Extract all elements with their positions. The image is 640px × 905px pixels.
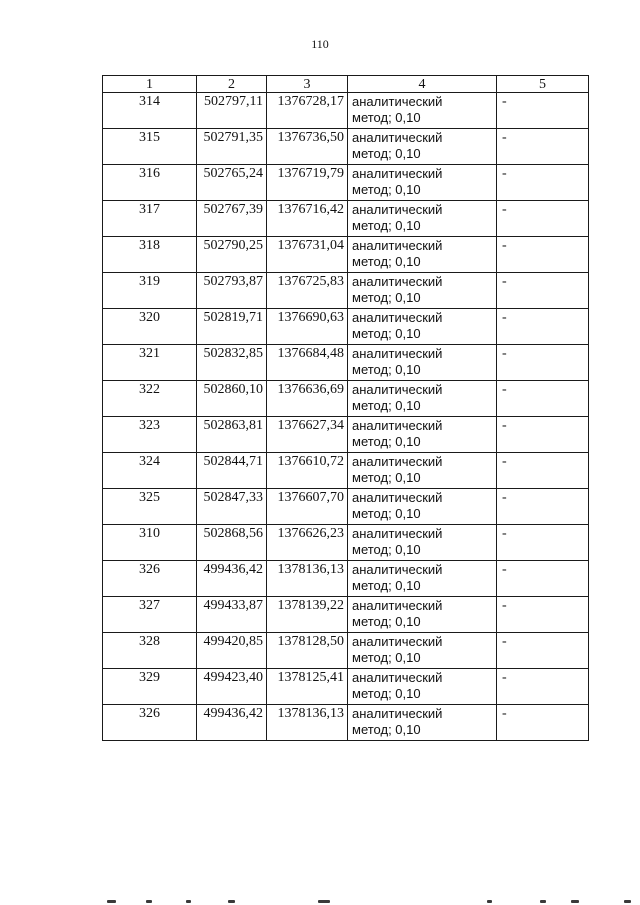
y-coordinate-cell: 1378139,22 [267,597,348,633]
method-text-line-1: аналитический [352,490,443,505]
point-number-cell: 328 [103,633,197,669]
y-coordinate-cell: 1376684,48 [267,345,348,381]
method-cell [348,129,497,165]
method-text-line-2: метод; 0,10 [352,218,421,233]
table-row [103,633,589,669]
method-text-line-1: аналитический [352,202,443,217]
x-coordinate-cell: 499436,42 [197,705,267,741]
column-header-4: 4 [348,76,497,93]
note-cell: - [497,93,589,129]
method-text-line-1: аналитический [352,130,443,145]
method-cell [348,93,497,129]
x-coordinate-cell: 502790,25 [197,237,267,273]
x-coordinate-cell: 502868,56 [197,525,267,561]
x-coordinate-cell: 502860,10 [197,381,267,417]
point-number-cell: 315 [103,129,197,165]
table-row [103,237,589,273]
note-cell: - [497,597,589,633]
method-text-line-2: метод; 0,10 [352,650,421,665]
point-number-cell: 310 [103,525,197,561]
point-number-cell: 317 [103,201,197,237]
note-cell: - [497,165,589,201]
y-coordinate-cell: 1378128,50 [267,633,348,669]
scan-mark [186,900,191,903]
method-text-line-2: метод; 0,10 [352,542,421,557]
table-row [103,201,589,237]
method-text-line-2: метод; 0,10 [352,290,421,305]
y-coordinate-cell: 1376610,72 [267,453,348,489]
table-row [103,93,589,129]
method-cell [348,633,497,669]
note-cell: - [497,489,589,525]
method-text-line-2: метод; 0,10 [352,398,421,413]
y-coordinate-cell: 1376725,83 [267,273,348,309]
x-coordinate-cell: 502797,11 [197,93,267,129]
method-text-line-2: метод; 0,10 [352,110,421,125]
table-row [103,705,589,741]
method-text-line-2: метод; 0,10 [352,146,421,161]
point-number-cell: 327 [103,597,197,633]
scan-mark [624,900,631,903]
y-coordinate-cell: 1378125,41 [267,669,348,705]
y-coordinate-cell: 1376636,69 [267,381,348,417]
scan-mark [571,900,579,903]
method-text-line-2: метод; 0,10 [352,722,421,737]
method-cell [348,381,497,417]
scan-mark [540,900,546,903]
point-number-cell: 324 [103,453,197,489]
note-cell: - [497,345,589,381]
note-cell: - [497,237,589,273]
note-cell: - [497,309,589,345]
method-cell [348,597,497,633]
method-cell [348,273,497,309]
scan-edge-artifacts [0,895,640,905]
method-text-line-1: аналитический [352,526,443,541]
y-coordinate-cell: 1376728,17 [267,93,348,129]
note-cell: - [497,525,589,561]
method-cell [348,453,497,489]
y-coordinate-cell: 1376627,34 [267,417,348,453]
point-number-cell: 329 [103,669,197,705]
table-row [103,309,589,345]
note-cell: - [497,201,589,237]
method-cell [348,165,497,201]
column-header-3: 3 [267,76,348,93]
point-number-cell: 321 [103,345,197,381]
x-coordinate-cell: 502767,39 [197,201,267,237]
scan-mark [318,900,330,903]
table-row [103,345,589,381]
point-number-cell: 325 [103,489,197,525]
method-text-line-2: метод; 0,10 [352,362,421,377]
method-text-line-1: аналитический [352,166,443,181]
note-cell: - [497,453,589,489]
page-number: 110 [311,37,329,51]
method-cell [348,309,497,345]
x-coordinate-cell: 502832,85 [197,345,267,381]
point-number-cell: 314 [103,93,197,129]
method-text-line-1: аналитический [352,382,443,397]
table-row [103,381,589,417]
method-text-line-2: метод; 0,10 [352,506,421,521]
method-cell [348,669,497,705]
x-coordinate-cell: 499433,87 [197,597,267,633]
method-text-line-2: метод; 0,10 [352,470,421,485]
x-coordinate-cell: 502863,81 [197,417,267,453]
method-text-line-1: аналитический [352,706,443,721]
note-cell: - [497,381,589,417]
note-cell: - [497,633,589,669]
table-row [103,453,589,489]
method-text-line-1: аналитический [352,418,443,433]
method-text-line-2: метод; 0,10 [352,434,421,449]
method-cell [348,705,497,741]
method-text-line-1: аналитический [352,238,443,253]
table-row [103,669,589,705]
method-text-line-1: аналитический [352,274,443,289]
y-coordinate-cell: 1376607,70 [267,489,348,525]
point-number-cell: 316 [103,165,197,201]
x-coordinate-cell: 502819,71 [197,309,267,345]
scan-mark [487,900,492,903]
note-cell: - [497,561,589,597]
scan-mark [146,900,152,903]
table-row [103,525,589,561]
x-coordinate-cell: 502791,35 [197,129,267,165]
method-text-line-2: метод; 0,10 [352,182,421,197]
table-row [103,273,589,309]
method-text-line-2: метод; 0,10 [352,326,421,341]
table-row [103,561,589,597]
table-row [103,597,589,633]
x-coordinate-cell: 502844,71 [197,453,267,489]
point-number-cell: 323 [103,417,197,453]
method-cell [348,489,497,525]
table-row [103,417,589,453]
method-text-line-1: аналитический [352,670,443,685]
table-header-row [103,76,589,93]
x-coordinate-cell: 499420,85 [197,633,267,669]
table-row [103,165,589,201]
method-text-line-2: метод; 0,10 [352,254,421,269]
x-coordinate-cell: 499423,40 [197,669,267,705]
method-cell [348,525,497,561]
y-coordinate-cell: 1376719,79 [267,165,348,201]
column-header-2: 2 [197,76,267,93]
point-number-cell: 318 [103,237,197,273]
table-row [103,489,589,525]
method-cell [348,561,497,597]
y-coordinate-cell: 1378136,13 [267,705,348,741]
y-coordinate-cell: 1376716,42 [267,201,348,237]
note-cell: - [497,417,589,453]
note-cell: - [497,129,589,165]
column-header-5: 5 [497,76,589,93]
point-number-cell: 320 [103,309,197,345]
point-number-cell: 326 [103,705,197,741]
y-coordinate-cell: 1376626,23 [267,525,348,561]
x-coordinate-cell: 502793,87 [197,273,267,309]
method-text-line-1: аналитический [352,310,443,325]
method-text-line-1: аналитический [352,454,443,469]
point-number-cell: 322 [103,381,197,417]
method-text-line-2: метод; 0,10 [352,614,421,629]
method-text-line-2: метод; 0,10 [352,686,421,701]
y-coordinate-cell: 1376731,04 [267,237,348,273]
x-coordinate-cell: 499436,42 [197,561,267,597]
method-text-line-1: аналитический [352,94,443,109]
scan-mark [107,900,116,903]
point-number-cell: 319 [103,273,197,309]
method-cell [348,345,497,381]
method-text-line-1: аналитический [352,598,443,613]
method-text-line-1: аналитический [352,634,443,649]
point-number-cell: 326 [103,561,197,597]
method-text-line-2: метод; 0,10 [352,578,421,593]
y-coordinate-cell: 1376736,50 [267,129,348,165]
note-cell: - [497,273,589,309]
scan-mark [228,900,235,903]
method-text-line-1: аналитический [352,346,443,361]
x-coordinate-cell: 502765,24 [197,165,267,201]
method-text-line-1: аналитический [352,562,443,577]
column-header-1: 1 [103,76,197,93]
method-cell [348,417,497,453]
y-coordinate-cell: 1378136,13 [267,561,348,597]
x-coordinate-cell: 502847,33 [197,489,267,525]
note-cell: - [497,669,589,705]
method-cell [348,201,497,237]
y-coordinate-cell: 1376690,63 [267,309,348,345]
table-body [103,93,589,741]
coordinates-table [102,75,589,741]
table-row [103,129,589,165]
method-cell [348,237,497,273]
note-cell: - [497,705,589,741]
